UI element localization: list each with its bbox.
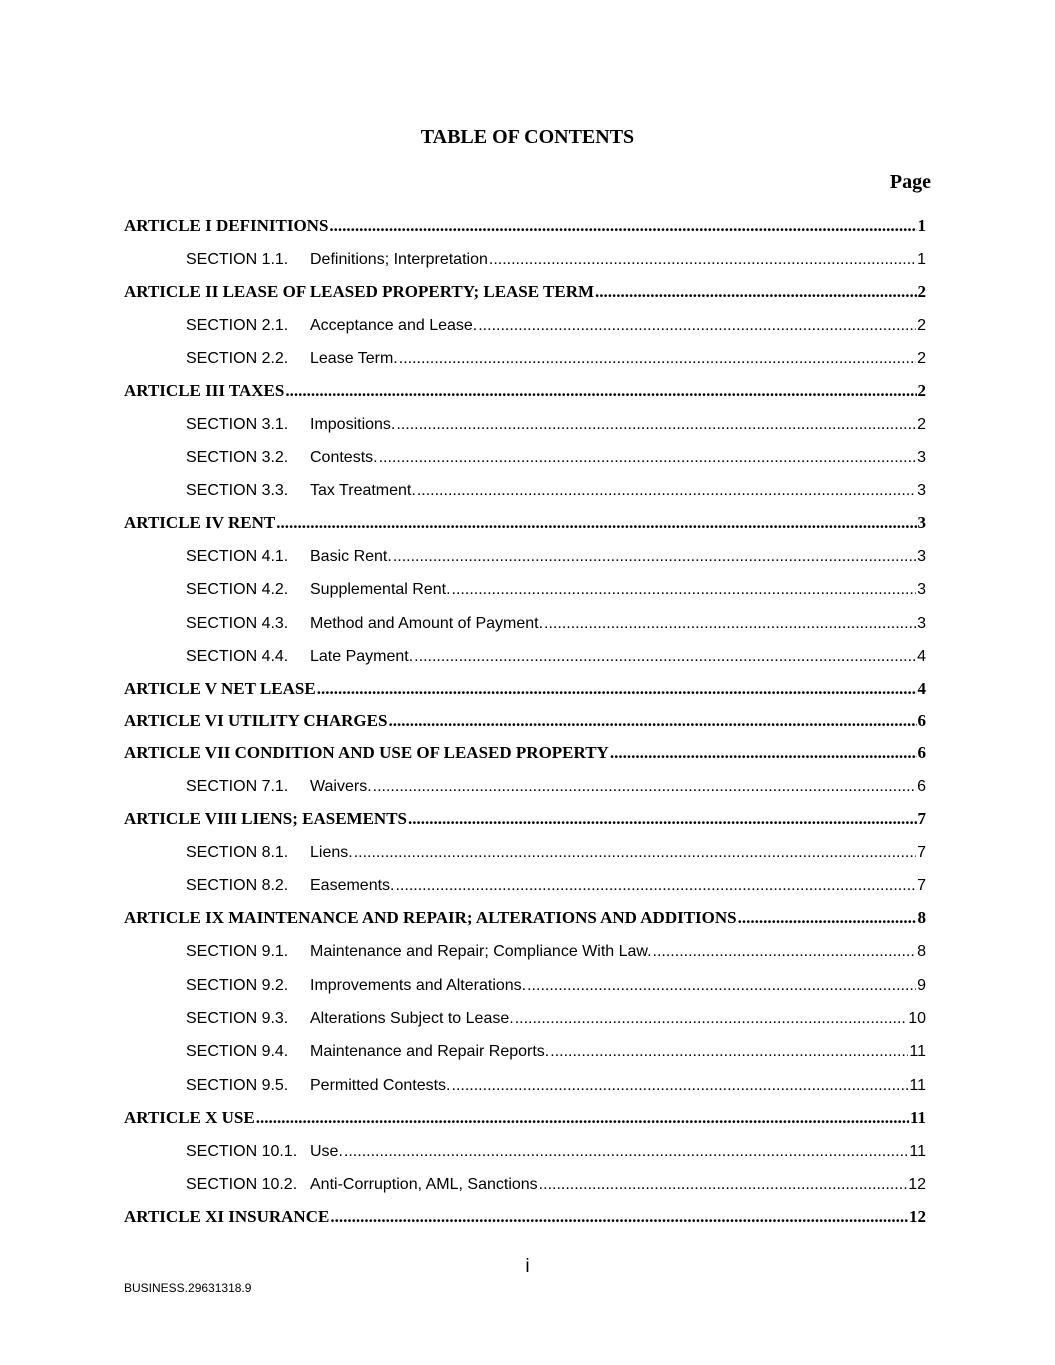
- page-number: 2: [917, 350, 926, 367]
- page-number: 6: [917, 743, 926, 762]
- page-number: 1: [917, 251, 926, 268]
- article-title: ARTICLE XI INSURANCE: [124, 1207, 330, 1226]
- page-number: 8: [917, 943, 926, 960]
- section-number: SECTION 4.4.: [186, 648, 289, 665]
- toc-section-entry[interactable]: [124, 1004, 926, 1028]
- page-number: 11: [909, 1108, 926, 1127]
- article-title: ARTICLE VII CONDITION AND USE OF LEASED PROPERTY: [124, 743, 609, 762]
- page-number: 11: [909, 1077, 926, 1094]
- dot-leader: [399, 350, 916, 368]
- footer-document-id: BUSINESS.29631318.9: [124, 1281, 252, 1295]
- page-number: 3: [917, 449, 926, 466]
- page-number: 9: [917, 977, 926, 994]
- dot-leader: [515, 1010, 908, 1028]
- toc-section-entry[interactable]: [124, 1037, 926, 1061]
- toc-article-entry[interactable]: [124, 904, 926, 928]
- page-number: 7: [917, 877, 926, 894]
- section-title: Acceptance and Lease.: [310, 317, 478, 334]
- toc-section-entry[interactable]: [124, 1137, 926, 1161]
- page-number: 11: [909, 1043, 926, 1060]
- toc-section-entry[interactable]: [124, 344, 926, 368]
- page-number: 3: [917, 482, 926, 499]
- dot-leader: [276, 513, 916, 533]
- dot-leader: [489, 251, 916, 269]
- dot-leader: [329, 216, 916, 236]
- toc-article-entry[interactable]: [124, 1104, 926, 1128]
- section-title: Tax Treatment.: [310, 482, 416, 499]
- section-number: SECTION 10.1.: [186, 1143, 298, 1160]
- article-title: ARTICLE I DEFINITIONS: [124, 216, 329, 235]
- dot-leader: [595, 282, 916, 302]
- page-number: 1: [917, 216, 926, 235]
- section-number: SECTION 3.1.: [186, 416, 289, 433]
- dot-leader: [653, 943, 917, 961]
- article-title: ARTICLE IV RENT: [124, 513, 276, 532]
- toc-article-entry[interactable]: [124, 377, 926, 401]
- toc-article-entry[interactable]: [124, 212, 926, 236]
- toc-article-entry[interactable]: [124, 278, 926, 302]
- dot-leader: [379, 449, 917, 467]
- article-title: ARTICLE V NET LEASE: [124, 679, 316, 698]
- page-number: 3: [917, 581, 926, 598]
- dot-leader: [550, 1043, 908, 1061]
- section-number: SECTION 4.3.: [186, 615, 289, 632]
- section-number: SECTION 1.1.: [186, 251, 289, 268]
- dot-leader: [417, 482, 916, 500]
- toc-section-entry[interactable]: [124, 311, 926, 335]
- article-title: ARTICLE X USE: [124, 1108, 255, 1127]
- page-number: 7: [917, 809, 926, 828]
- dot-leader: [330, 1207, 908, 1227]
- section-number: SECTION 9.5.: [186, 1077, 289, 1094]
- page-number: 6: [917, 711, 926, 730]
- section-title: Contests.: [310, 449, 378, 466]
- toc-section-entry[interactable]: [124, 838, 926, 862]
- dot-leader: [478, 317, 916, 335]
- section-number: SECTION 3.3.: [186, 482, 289, 499]
- section-title: Method and Amount of Payment.: [310, 615, 544, 632]
- section-number: SECTION 8.2.: [186, 877, 289, 894]
- dot-leader: [539, 1176, 908, 1194]
- toc-article-entry[interactable]: [124, 675, 926, 699]
- toc-article-entry[interactable]: [124, 707, 926, 731]
- toc-section-entry[interactable]: [124, 609, 926, 633]
- section-title: Impositions.: [310, 416, 396, 433]
- section-number: SECTION 3.2.: [186, 449, 289, 466]
- page-number: 3: [917, 513, 926, 532]
- section-title: Maintenance and Repair Reports.: [310, 1043, 550, 1060]
- section-title: Alterations Subject to Lease.: [310, 1010, 514, 1027]
- toc-article-entry[interactable]: [124, 1203, 926, 1227]
- page-column-label: Page: [889, 171, 931, 193]
- toc-section-entry[interactable]: [124, 772, 926, 796]
- section-title: Supplemental Rent.: [310, 581, 451, 598]
- page-number: 4: [917, 648, 926, 665]
- toc-section-entry[interactable]: [124, 642, 926, 666]
- section-title: Maintenance and Repair; Compliance With Law.: [310, 943, 652, 960]
- section-title: Waivers.: [310, 778, 372, 795]
- toc-section-entry[interactable]: [124, 575, 926, 599]
- toc-section-entry[interactable]: [124, 1071, 926, 1095]
- page-number: 7: [917, 844, 926, 861]
- toc-section-entry[interactable]: [124, 476, 926, 500]
- dot-leader: [256, 1108, 909, 1128]
- dot-leader: [408, 809, 917, 829]
- dot-leader: [414, 648, 916, 666]
- article-title: ARTICLE IX MAINTENANCE AND REPAIR; ALTERATIONS AND ADDITIONS: [124, 908, 737, 927]
- section-title: Basic Rent.: [310, 548, 392, 565]
- page-number: 3: [917, 548, 926, 565]
- dot-leader: [396, 416, 916, 434]
- toc-section-entry[interactable]: [124, 443, 926, 467]
- article-title: ARTICLE VIII LIENS; EASEMENTS: [124, 809, 407, 828]
- toc-section-entry[interactable]: [124, 410, 926, 434]
- section-title: Use.: [310, 1143, 343, 1160]
- toc-section-entry[interactable]: [124, 871, 926, 895]
- section-number: SECTION 9.4.: [186, 1043, 289, 1060]
- dot-leader: [452, 581, 917, 599]
- dot-leader: [373, 778, 916, 796]
- section-number: SECTION 10.2.: [186, 1176, 298, 1193]
- section-number: SECTION 9.1.: [186, 943, 289, 960]
- toc-section-entry[interactable]: [124, 245, 926, 269]
- toc-article-entry[interactable]: [124, 739, 926, 763]
- article-title: ARTICLE III TAXES: [124, 381, 285, 400]
- dot-leader: [354, 844, 916, 862]
- dot-leader: [452, 1077, 909, 1095]
- article-title: ARTICLE II LEASE OF LEASED PROPERTY; LEASE TERM: [124, 282, 595, 301]
- section-title: Liens.: [310, 844, 353, 861]
- page-number: 6: [917, 778, 926, 795]
- section-title: Definitions; Interpretation: [310, 251, 488, 268]
- dot-leader: [388, 711, 916, 731]
- article-title: ARTICLE VI UTILITY CHARGES: [124, 711, 388, 730]
- page-number: 4: [917, 679, 926, 698]
- toc-section-entry[interactable]: [124, 542, 926, 566]
- dot-leader: [544, 615, 916, 633]
- section-title: Easements.: [310, 877, 395, 894]
- page-number: 3: [917, 615, 926, 632]
- dot-leader: [344, 1143, 908, 1161]
- section-number: SECTION 9.3.: [186, 1010, 289, 1027]
- page-number: 12: [908, 1176, 926, 1193]
- section-number: SECTION 4.1.: [186, 548, 289, 565]
- section-number: SECTION 4.2.: [186, 581, 289, 598]
- section-number: SECTION 7.1.: [186, 778, 289, 795]
- page-number: 12: [909, 1207, 926, 1226]
- section-number: SECTION 9.2.: [186, 977, 289, 994]
- toc-section-entry[interactable]: [124, 1170, 926, 1194]
- footer-page-number: i: [525, 1256, 530, 1277]
- dot-leader: [285, 381, 916, 401]
- section-number: SECTION 2.1.: [186, 317, 289, 334]
- section-title: Permitted Contests.: [310, 1077, 451, 1094]
- section-number: SECTION 2.2.: [186, 350, 289, 367]
- dot-leader: [393, 548, 916, 566]
- dot-leader: [395, 877, 916, 895]
- toc-section-entry[interactable]: [124, 971, 926, 995]
- page-number: 2: [917, 416, 926, 433]
- page-number: 2: [917, 282, 926, 301]
- section-title: Lease Term.: [310, 350, 398, 367]
- page-number: 11: [909, 1143, 926, 1160]
- toc-heading: TABLE OF CONTENTS: [420, 126, 635, 148]
- toc-article-entry[interactable]: [124, 805, 926, 829]
- dot-leader: [738, 908, 917, 928]
- section-title: Anti-Corruption, AML, Sanctions: [310, 1176, 538, 1193]
- section-number: SECTION 8.1.: [186, 844, 289, 861]
- page-number: 2: [917, 317, 926, 334]
- dot-leader: [527, 977, 916, 995]
- section-title: Late Payment.: [310, 648, 414, 665]
- toc-section-entry[interactable]: [124, 937, 926, 961]
- dot-leader: [317, 679, 917, 699]
- section-title: Improvements and Alterations.: [310, 977, 527, 994]
- page-number: 8: [917, 908, 926, 927]
- dot-leader: [610, 743, 917, 763]
- toc-article-entry[interactable]: [124, 509, 926, 533]
- page-number: 2: [917, 381, 926, 400]
- page-number: 10: [908, 1010, 926, 1027]
